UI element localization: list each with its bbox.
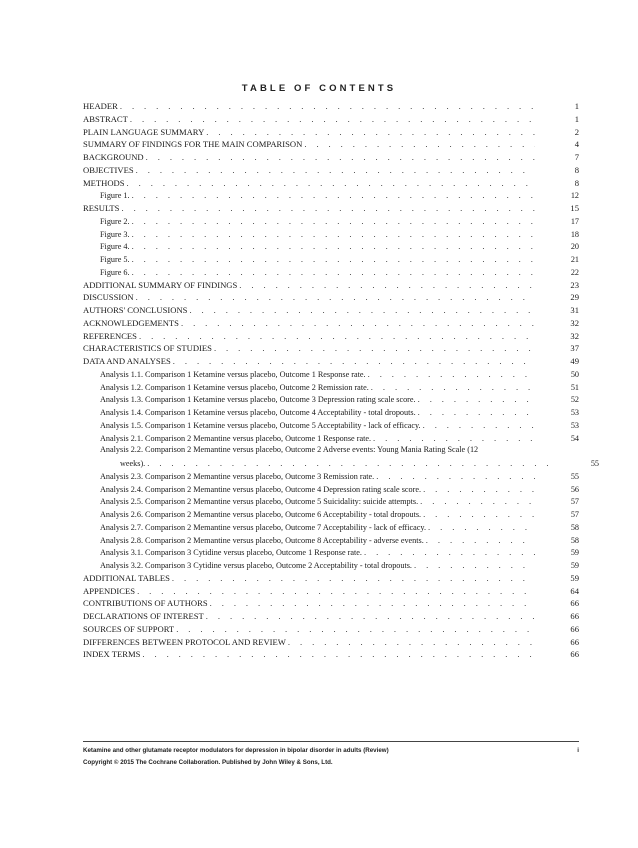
toc-entry-page: 20 xyxy=(570,242,579,252)
dot-leader xyxy=(371,381,535,394)
dot-leader xyxy=(414,559,535,572)
dot-leader xyxy=(136,291,535,304)
toc-entry-page: 8 xyxy=(574,164,579,175)
toc-entry[interactable] xyxy=(83,521,579,534)
toc-entry-page: 66 xyxy=(570,636,579,647)
toc-entry-page: 53 xyxy=(570,420,579,430)
toc-entry-label: Analysis 1.2. Comparison 1 Ketamine versus placebo, Outcome 2 Remission rate. xyxy=(100,382,371,395)
toc-entry[interactable] xyxy=(83,266,579,279)
toc-entry[interactable] xyxy=(83,597,579,610)
dot-leader xyxy=(428,521,535,534)
toc-entry[interactable] xyxy=(83,100,579,113)
toc-entry-page: 59 xyxy=(570,548,579,558)
toc-entry-page: 66 xyxy=(570,598,579,609)
toc-entry-label: Figure 4. xyxy=(100,241,132,254)
toc-entry-page: 15 xyxy=(570,203,579,213)
dot-leader xyxy=(304,138,535,151)
toc-entry-page: 29 xyxy=(570,292,579,303)
toc-entry-page: 58 xyxy=(570,535,579,545)
toc-entry-page: 37 xyxy=(570,343,579,354)
dot-leader xyxy=(130,113,535,126)
dot-leader xyxy=(132,240,535,253)
toc-entry-label: RESULTS xyxy=(83,203,120,213)
toc-entry-page: 58 xyxy=(570,522,579,532)
dot-leader xyxy=(418,393,535,406)
toc-entry-label: ADDITIONAL SUMMARY OF FINDINGS xyxy=(83,279,238,290)
dot-leader xyxy=(206,126,535,139)
toc-entry-label: DISCUSSION xyxy=(83,292,134,303)
toc-entry[interactable] xyxy=(83,240,579,253)
toc-entry-page: 7 xyxy=(574,152,579,162)
toc-entry[interactable] xyxy=(83,483,579,496)
toc-entry-page: 54 xyxy=(570,433,579,443)
dot-leader xyxy=(376,470,535,483)
toc-entry-label: Analysis 2.6. Comparison 2 Memantine versus placebo, Outcome 6 Acceptability - total dropouts. xyxy=(100,509,423,522)
dot-leader xyxy=(206,610,535,623)
toc-entry-label: HEADER xyxy=(83,101,118,111)
toc-entry-label: Analysis 1.1. Comparison 1 Ketamine versus placebo, Outcome 1 Response rate. xyxy=(100,369,368,382)
toc-entry-label: Analysis 2.2. Comparison 2 Memantine versus placebo, Outcome 2 Adverse events: Young Mania Rating Scale (12 xyxy=(100,444,480,457)
toc-entry-page: 59 xyxy=(570,572,579,583)
toc-entry[interactable] xyxy=(83,126,579,139)
dot-leader xyxy=(146,151,535,164)
toc-entry[interactable] xyxy=(83,113,579,126)
toc-entry-label: ABSTRACT xyxy=(83,113,128,124)
dot-leader xyxy=(132,228,535,241)
dot-leader xyxy=(147,457,555,470)
toc-entry[interactable] xyxy=(83,151,579,164)
toc-entry-page: 50 xyxy=(570,369,579,379)
toc-entry-page: 66 xyxy=(570,649,579,660)
toc-entry-label: ADDITIONAL TABLES xyxy=(83,572,170,583)
toc-entry[interactable] xyxy=(83,495,579,508)
toc-entry[interactable] xyxy=(83,406,579,419)
dot-leader xyxy=(364,546,535,559)
dot-leader xyxy=(239,279,535,292)
toc-entry-page: 64 xyxy=(570,585,579,596)
toc-entry-page: 49 xyxy=(570,356,579,366)
dot-leader xyxy=(418,406,535,419)
footer-divider xyxy=(83,741,579,742)
dot-leader xyxy=(426,534,535,547)
toc-entry[interactable] xyxy=(83,202,579,215)
toc-entry-page: 4 xyxy=(574,139,579,150)
dot-leader xyxy=(368,368,535,381)
toc-entry-label: CONTRIBUTIONS OF AUTHORS xyxy=(83,598,208,609)
toc-entry-page: 2 xyxy=(574,126,579,137)
toc-entry[interactable] xyxy=(83,610,579,623)
toc-entry-page: 22 xyxy=(570,267,579,277)
toc-entry-label: Figure 1. xyxy=(100,190,132,203)
toc-entry[interactable] xyxy=(83,534,579,547)
toc-entry-label: Analysis 3.1. Comparison 3 Cytidine versus placebo, Outcome 1 Response rate. xyxy=(100,547,364,560)
toc-entry[interactable] xyxy=(83,559,579,572)
toc-entry-page: 32 xyxy=(570,330,579,341)
toc-entry-label: DIFFERENCES BETWEEN PROTOCOL AND REVIEW xyxy=(83,636,286,647)
toc-entry-label: Figure 5. xyxy=(100,254,132,267)
dot-leader xyxy=(214,342,535,355)
toc-entry[interactable] xyxy=(83,636,579,649)
toc-entry-page: 1 xyxy=(574,101,579,111)
toc-entry-page: 57 xyxy=(570,497,579,507)
toc-entry-label: Analysis 2.3. Comparison 2 Memantine versus placebo, Outcome 3 Remission rate. xyxy=(100,471,376,484)
toc-entry-label: ACKNOWLEDGEMENTS xyxy=(83,317,179,328)
toc-entry-label: Analysis 2.8. Comparison 2 Memantine versus placebo, Outcome 8 Acceptability - adverse events. xyxy=(100,535,426,548)
toc-entry-label: DATA AND ANALYSES xyxy=(83,356,171,366)
table-of-contents xyxy=(83,100,599,661)
toc-entry[interactable] xyxy=(83,508,579,521)
footer-citation: Ketamine and other glutamate receptor modulators for depression in bipolar disorder in adults (Review) xyxy=(83,747,389,754)
toc-entry-label-continued: weeks). xyxy=(120,458,147,471)
toc-entry-page: 66 xyxy=(570,611,579,621)
toc-entry[interactable] xyxy=(83,623,579,636)
toc-entry[interactable] xyxy=(83,215,579,228)
dot-leader xyxy=(210,597,535,610)
toc-entry-page: 51 xyxy=(570,382,579,392)
toc-entry-page: 32 xyxy=(570,317,579,328)
toc-entry-label: APPENDICES xyxy=(83,585,136,596)
toc-entry-label: OBJECTIVES xyxy=(83,164,134,175)
toc-entry-page: 55 xyxy=(570,471,579,481)
toc-entry-label: Figure 2. xyxy=(100,216,132,229)
dot-leader xyxy=(136,164,535,177)
toc-entry[interactable] xyxy=(83,342,579,355)
toc-entry-page: 66 xyxy=(570,623,579,634)
dot-leader xyxy=(120,100,535,113)
dot-leader xyxy=(423,508,535,521)
dot-leader xyxy=(176,623,535,636)
toc-entry-page: 1 xyxy=(574,113,579,124)
dot-leader xyxy=(132,253,535,266)
toc-entry[interactable] xyxy=(83,419,579,432)
toc-entry-label: Figure 3. xyxy=(100,229,132,242)
toc-entry-page: 21 xyxy=(570,255,579,264)
toc-entry-label: DECLARATIONS OF INTEREST xyxy=(83,611,204,621)
page-footer xyxy=(83,745,579,769)
toc-entry-label: Analysis 1.3. Comparison 1 Ketamine versus placebo, Outcome 3 Depression rating scale score. xyxy=(100,394,418,407)
toc-entry[interactable] xyxy=(83,470,579,483)
toc-entry[interactable] xyxy=(83,279,579,292)
dot-leader xyxy=(173,355,535,368)
dot-leader xyxy=(373,432,535,445)
toc-entry[interactable] xyxy=(83,164,579,177)
toc-entry-label: SUMMARY OF FINDINGS FOR THE MAIN COMPARISON xyxy=(83,139,303,150)
toc-entry[interactable] xyxy=(83,317,579,330)
toc-entry[interactable] xyxy=(83,381,579,394)
dot-leader xyxy=(127,177,535,190)
toc-entry[interactable] xyxy=(83,648,579,661)
toc-entry-label: BACKGROUND xyxy=(83,152,144,162)
dot-leader xyxy=(189,304,535,317)
toc-entry[interactable] xyxy=(83,393,579,406)
toc-entry[interactable] xyxy=(83,355,579,368)
page-title: TABLE OF CONTENTS xyxy=(241,83,397,94)
toc-entry-label: Analysis 1.4. Comparison 1 Ketamine versus placebo, Outcome 4 Acceptability - total dropouts. xyxy=(100,407,418,420)
dot-leader xyxy=(137,585,535,598)
toc-entry-label: Analysis 2.5. Comparison 2 Memantine versus placebo, Outcome 5 Suicidality: suicide attempts. xyxy=(100,496,420,509)
dot-leader xyxy=(139,330,535,343)
toc-entry[interactable] xyxy=(83,304,579,317)
toc-entry[interactable] xyxy=(83,546,579,559)
toc-entry-label: Figure 6. xyxy=(100,267,132,280)
toc-entry-page: 53 xyxy=(570,408,579,417)
toc-entry[interactable] xyxy=(83,291,579,304)
toc-entry-label: Analysis 2.4. Comparison 2 Memantine versus placebo, Outcome 4 Depression rating scale score. xyxy=(100,484,423,497)
toc-entry-label: Analysis 1.5. Comparison 1 Ketamine versus placebo, Outcome 5 Acceptability - lack of efficacy. xyxy=(100,420,423,433)
footer-copyright: Copyright © 2015 The Cochrane Collaboration. Published by John Wiley & Sons, Ltd. xyxy=(83,759,333,766)
toc-entry[interactable] xyxy=(83,177,579,190)
dot-leader xyxy=(132,189,535,202)
toc-entry-page: 23 xyxy=(570,279,579,290)
toc-entry-label: SOURCES OF SUPPORT xyxy=(83,623,175,634)
toc-entry[interactable] xyxy=(83,368,579,381)
toc-entry-page: 56 xyxy=(570,484,579,494)
toc-entry[interactable] xyxy=(83,330,579,343)
toc-entry-page: 17 xyxy=(570,216,579,226)
toc-entry-label: INDEX TERMS xyxy=(83,649,141,660)
dot-leader xyxy=(142,648,535,661)
dot-leader xyxy=(132,266,535,279)
toc-entry-label: Analysis 2.1. Comparison 2 Memantine versus placebo, Outcome 1 Response rate. xyxy=(100,433,373,446)
toc-entry-page: 52 xyxy=(570,395,579,405)
toc-entry-page: 12 xyxy=(570,191,579,201)
toc-entry-page: 55 xyxy=(590,459,599,468)
dot-leader xyxy=(172,572,535,585)
toc-entry[interactable] xyxy=(83,138,579,151)
toc-entry[interactable] xyxy=(83,253,579,266)
toc-entry-page: 31 xyxy=(570,305,579,315)
dot-leader xyxy=(132,215,535,228)
toc-entry[interactable] xyxy=(83,228,579,241)
toc-entry[interactable] xyxy=(83,432,579,445)
footer-page-number: i xyxy=(577,747,579,754)
toc-entry-page: 18 xyxy=(570,229,579,239)
dot-leader xyxy=(423,419,535,432)
toc-entry[interactable] xyxy=(83,585,579,598)
dot-leader xyxy=(121,202,535,215)
toc-entry-label: Analysis 3.2. Comparison 3 Cytidine versus placebo, Outcome 2 Acceptability - total dropouts. xyxy=(100,560,414,573)
dot-leader xyxy=(420,495,535,508)
toc-entry-label: METHODS xyxy=(83,177,125,188)
toc-entry[interactable] xyxy=(83,444,599,470)
toc-entry-label: PLAIN LANGUAGE SUMMARY xyxy=(83,126,205,137)
toc-entry-page: 8 xyxy=(574,177,579,188)
toc-entry-page: 57 xyxy=(570,510,579,519)
toc-entry-label: AUTHORS' CONCLUSIONS xyxy=(83,305,188,315)
toc-entry[interactable] xyxy=(83,572,579,585)
toc-entry[interactable] xyxy=(83,189,579,202)
toc-entry-label: Analysis 2.7. Comparison 2 Memantine versus placebo, Outcome 7 Acceptability - lack of efficacy. xyxy=(100,522,428,535)
toc-entry-page: 59 xyxy=(570,561,579,570)
dot-leader xyxy=(423,483,535,496)
toc-entry-label: REFERENCES xyxy=(83,330,137,341)
toc-entry-label: CHARACTERISTICS OF STUDIES xyxy=(83,343,212,354)
dot-leader xyxy=(181,317,535,330)
dot-leader xyxy=(288,636,535,649)
